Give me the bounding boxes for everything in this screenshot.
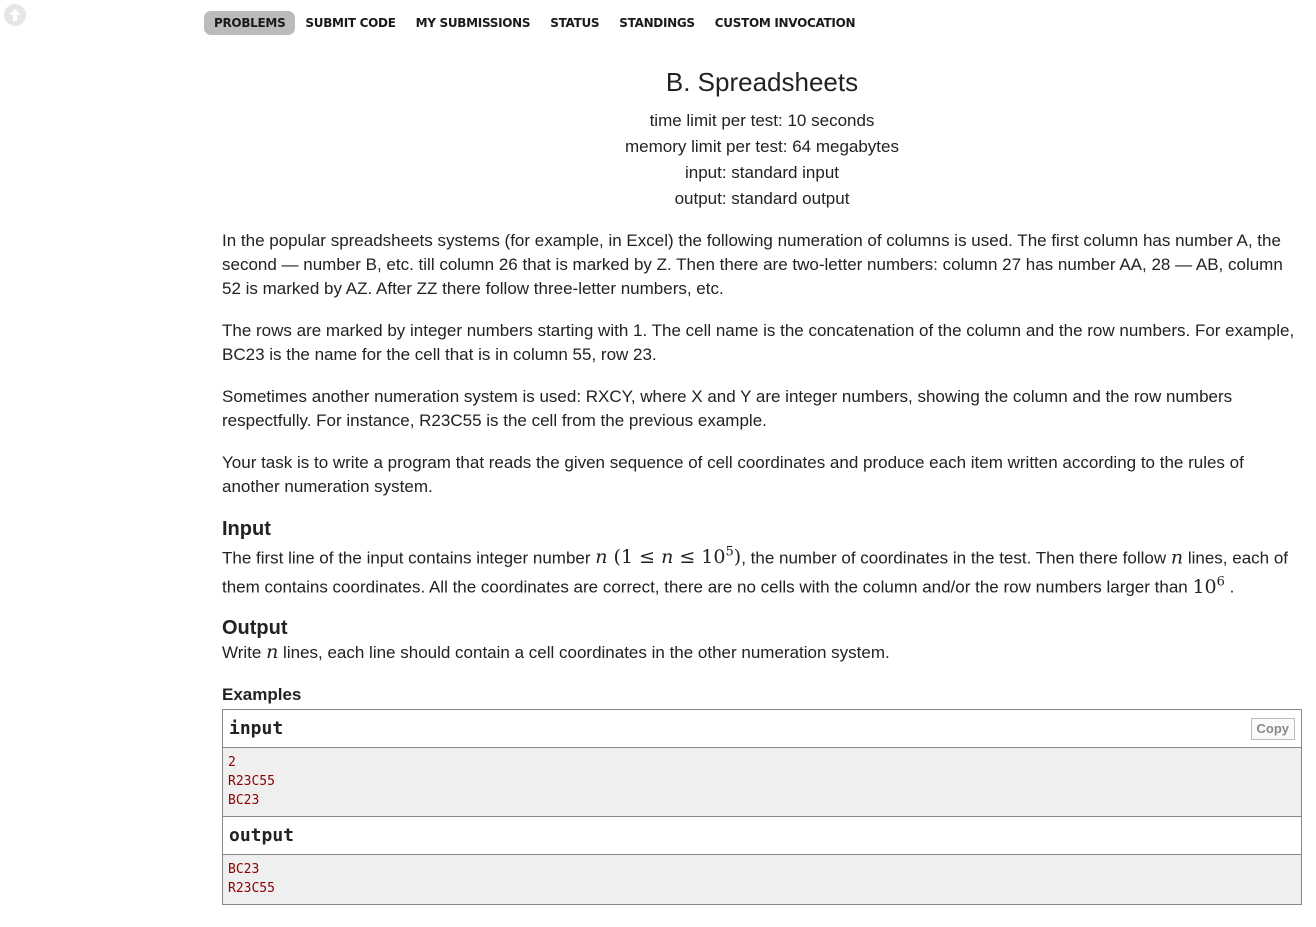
output-text-1: Write (222, 642, 267, 662)
input-text-1: The first line of the input contains integer number (222, 548, 596, 568)
example-output-label: output (229, 824, 295, 846)
input-text-4: . (1224, 577, 1235, 597)
statement-paragraph-3: Sometimes another numeration system is used: RXCY, where X and Y are integer numbers, showing the column and the row numbers respectfully. For instance, R23C55 is the cell from the previous example. (222, 387, 1233, 430)
input-constraint-math (595, 546, 741, 568)
math-close: ) (733, 546, 742, 569)
problem-statement (222, 229, 1302, 905)
time-limit: time limit per test: 10 seconds (649, 111, 875, 130)
math-ten: 10 (1192, 575, 1217, 598)
problem-header (222, 64, 1302, 212)
input-section-title: Input (222, 518, 271, 540)
output-text-2: lines, each line should contain a cell coordinates in the other numeration system. (278, 642, 890, 662)
problem-title: B. Spreadsheets (665, 67, 859, 97)
max-coordinate-math (1192, 576, 1224, 598)
example-input-box (222, 709, 1302, 817)
example-output-box (222, 817, 1302, 905)
memory-limit: memory limit per test: 64 megabytes (625, 137, 899, 156)
example-input-line: 2 (228, 754, 236, 770)
input-text-3: lines, each of them contains coordinates. All the coordinates are correct, there are no cells with the column and/or the row numbers larger than (222, 548, 1289, 597)
example-input-body[interactable] (223, 748, 1301, 816)
output-section-text (222, 640, 1302, 665)
nav-problems[interactable]: PROBLEMS (204, 11, 295, 35)
arrow-up-icon (4, 4, 26, 26)
output-section-title: Output (222, 616, 288, 639)
examples-title: Examples (222, 684, 302, 704)
statement-paragraph-2: The rows are marked by integer numbers starting with 1. The cell name is the concatenation of the column and the row numbers. For example, BC23 is the name for the cell that is in column 55, row 23. (222, 321, 1295, 364)
math-n: n (595, 546, 608, 569)
example-output-header (223, 817, 1301, 855)
example-output-line: BC23 (228, 861, 260, 877)
nav-standings[interactable]: STANDINGS (619, 16, 695, 30)
output-source: output: standard output (674, 189, 850, 208)
example-input-header (223, 710, 1301, 748)
scroll-to-top-button[interactable] (4, 4, 26, 26)
input-section-text (222, 541, 1302, 600)
input-source: input: standard input (684, 163, 840, 182)
example-input-line: BC23 (228, 792, 260, 808)
example-output-line: R23C55 (228, 880, 275, 896)
example-output-body[interactable] (223, 855, 1301, 904)
example-input-line: R23C55 (228, 773, 275, 789)
nav-my-submissions[interactable]: MY SUBMISSIONS (415, 16, 531, 30)
statement-paragraph-4: Your task is to write a program that reads the given sequence of cell coordinates and produce each item written according to the rules of another numeration system. (222, 453, 1244, 496)
example-input-label: input (229, 717, 284, 739)
nav-status[interactable]: STATUS (550, 16, 600, 30)
math-exp-6: 6 (1216, 574, 1225, 590)
math-n-output: n (266, 640, 279, 663)
statement-paragraph-1: In the popular spreadsheets systems (for example, in Excel) the following numeration of columns is used. The first column has number A, the second — number B, etc. till column 26 that is marked by Z. Then there are two-letter numbers: column 27 has number AA, 28 — AB, column 52 is marked by AZ. After ZZ there follow three-letter numbers, etc. (222, 231, 1283, 298)
copy-button[interactable]: Copy (1251, 718, 1296, 740)
problem-nav (204, 11, 865, 35)
nav-custom-invocation[interactable]: CUSTOM INVOCATION (714, 16, 856, 30)
math-exp-5: 5 (725, 545, 734, 560)
math-open: (1 ≤ (607, 546, 662, 569)
nav-submit-code[interactable]: SUBMIT CODE (305, 16, 396, 30)
math-leq: ≤ 10 (673, 546, 726, 569)
math-n-2: n (661, 546, 674, 569)
input-text-2: , the number of coordinates in the test. Then there follow (741, 548, 1171, 568)
math-n-3: n (1170, 546, 1184, 569)
